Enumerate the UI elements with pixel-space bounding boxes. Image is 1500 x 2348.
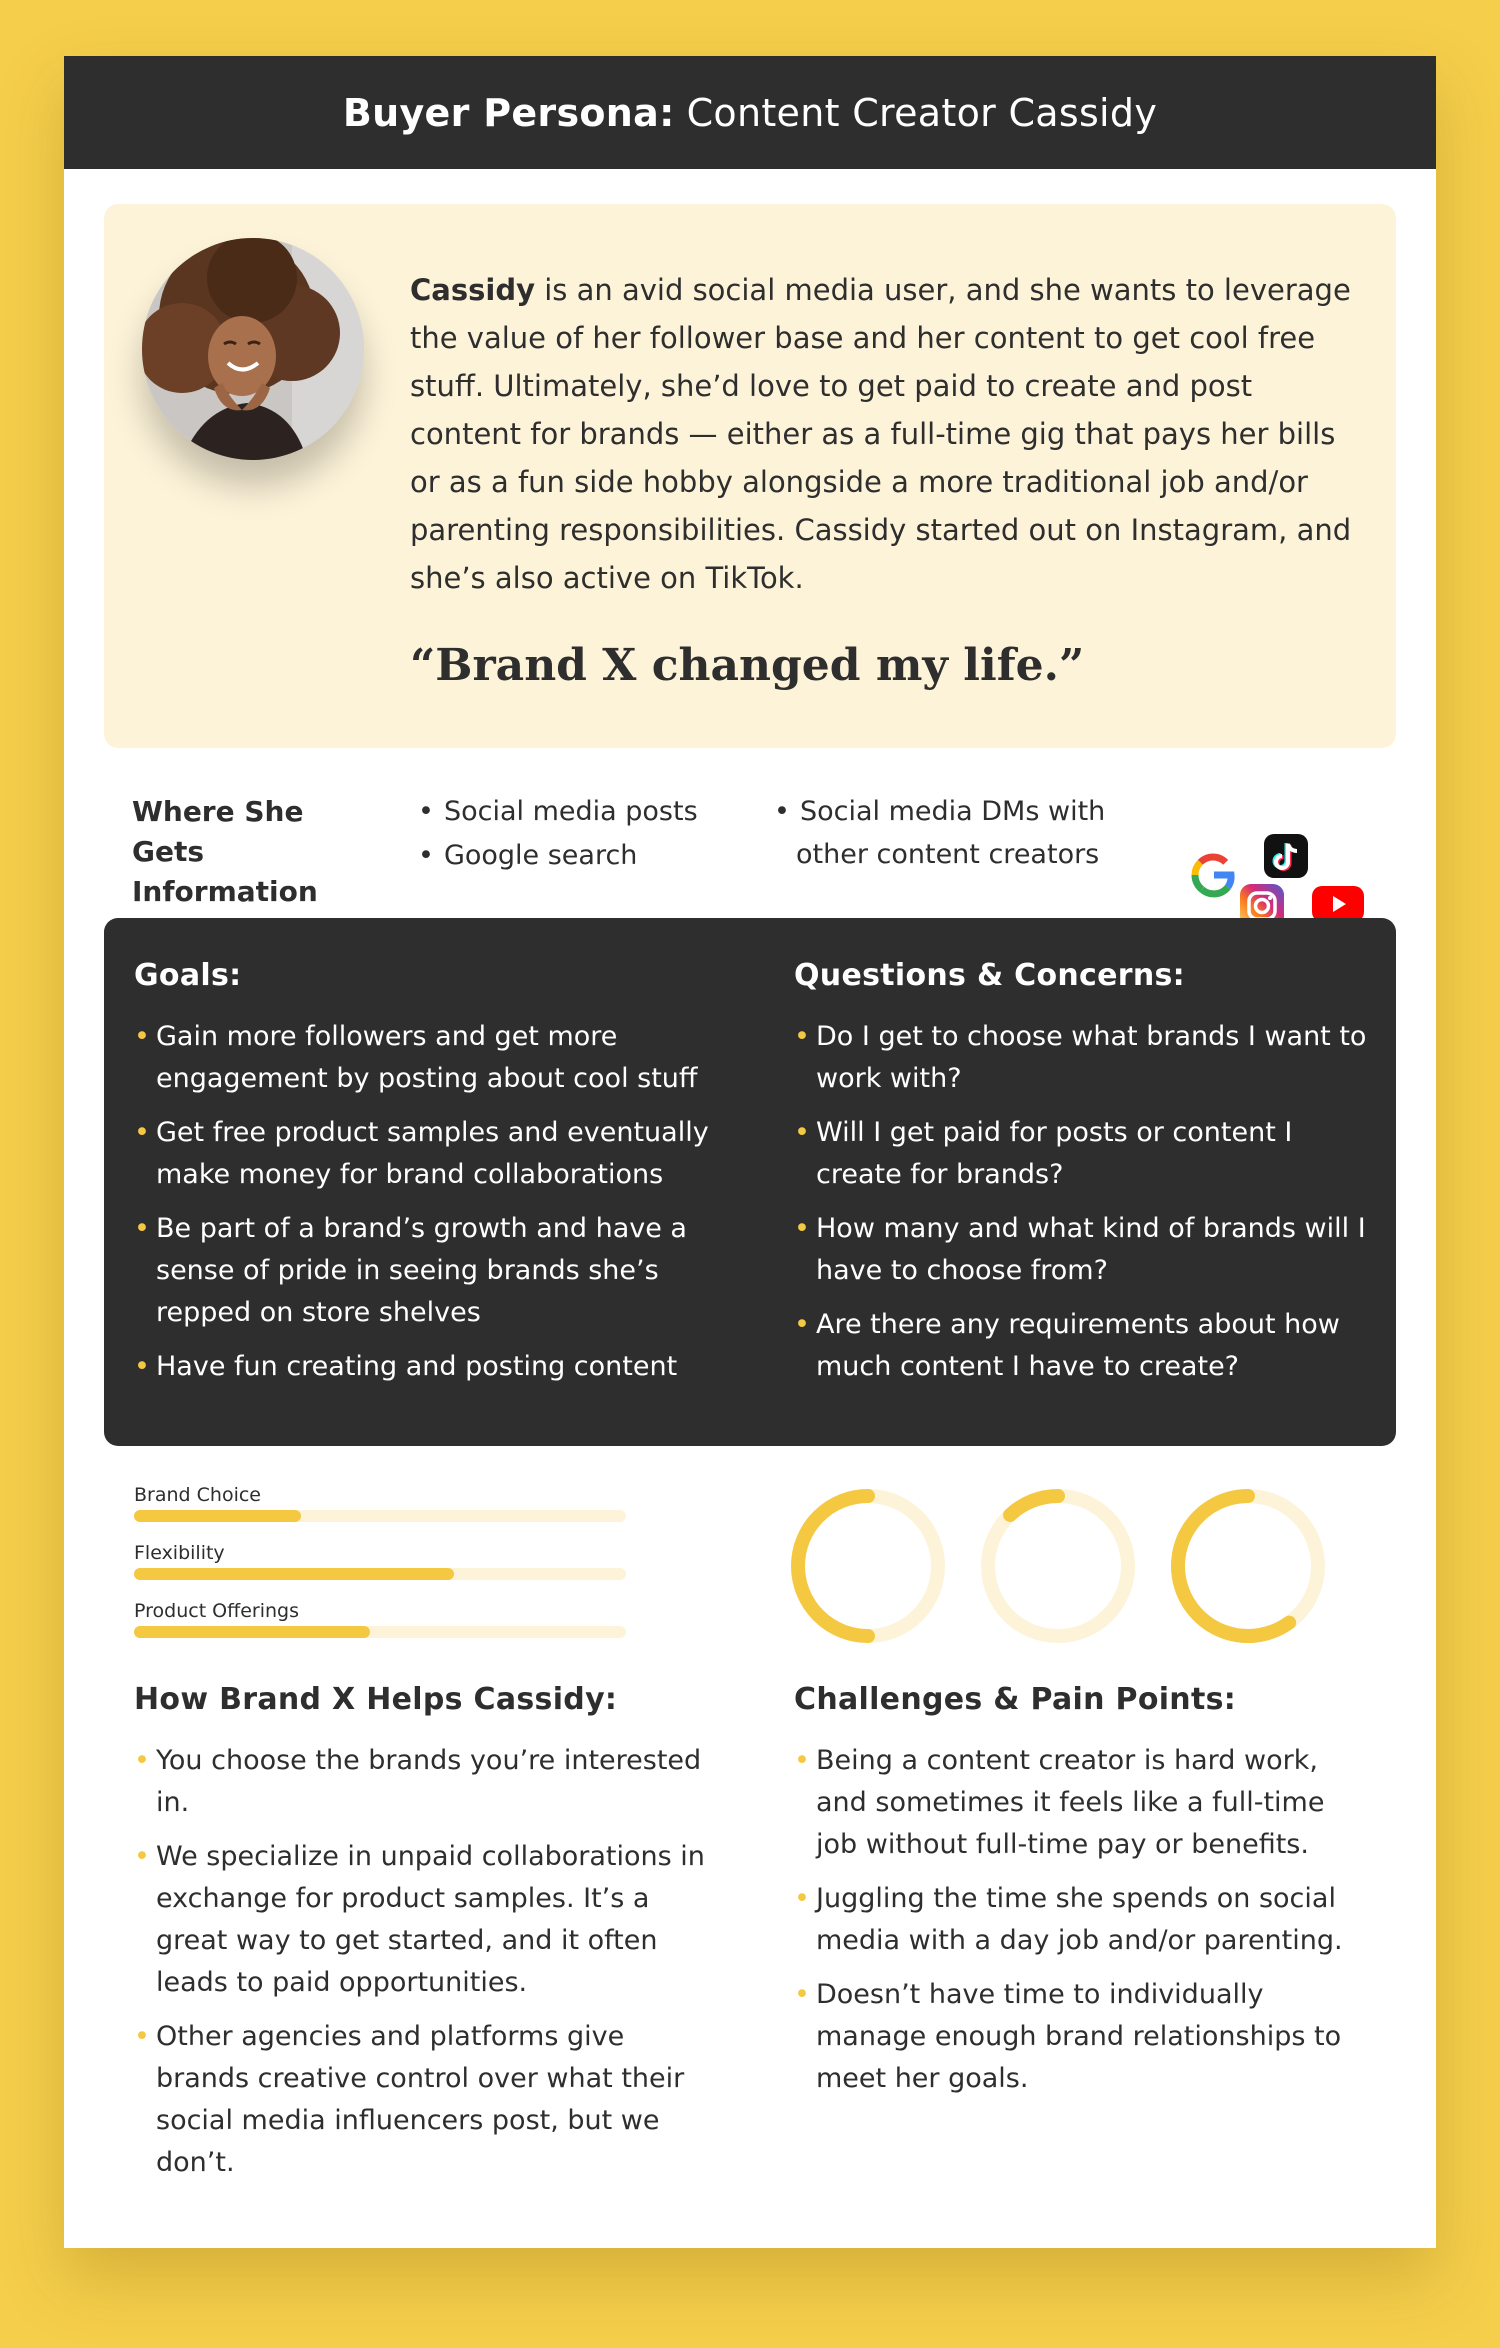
youtube-icon — [1312, 886, 1364, 922]
metric-label: Product Offerings — [134, 1600, 300, 1622]
header-title-bold: Buyer Persona: — [342, 90, 675, 135]
metric-label: Brand Choice — [134, 1484, 261, 1506]
ring-1 — [988, 1496, 1128, 1636]
list-item: • Be part of a brand’s growth and have a sense of pride in seeing brands she’s repped on store shelves — [134, 1208, 724, 1334]
list-item: • Have fun creating and posting content — [134, 1346, 724, 1388]
metric-label: Flexibility — [134, 1542, 225, 1564]
metric-rings — [791, 1486, 1331, 1646]
metric-bar — [134, 1600, 626, 1638]
list-item: • You choose the brands you’re interested in. — [134, 1740, 714, 1824]
list-item: • Doesn’t have time to individually manage enough brand relationships to meet her goals. — [794, 1974, 1374, 2100]
metric-track — [134, 1510, 626, 1522]
info-item: • Google search — [418, 834, 698, 878]
info-sources — [64, 790, 1436, 910]
intro-description — [410, 266, 1362, 602]
ring-arc — [1010, 1496, 1058, 1515]
metric-track — [134, 1568, 626, 1580]
ring-2 — [1178, 1496, 1318, 1636]
metric-bar — [134, 1484, 626, 1522]
goals-list — [134, 1016, 724, 1400]
ring-0 — [798, 1496, 938, 1636]
intro-panel — [104, 204, 1396, 748]
persona-card — [64, 56, 1436, 2248]
page-header — [64, 56, 1436, 169]
tiktok-icon — [1264, 834, 1308, 878]
list-item: • Juggling the time she spends on social media with a day job and/or parenting. — [794, 1878, 1374, 1962]
goals-title: Goals: — [134, 958, 242, 993]
info-title: Where She Gets Information — [132, 795, 318, 908]
list-item: • Get free product samples and eventually make money for brand collaborations — [134, 1112, 724, 1196]
list-item: • How many and what kind of brands will I have to choose from? — [794, 1208, 1374, 1292]
ring-arc — [798, 1496, 868, 1636]
info-list-b — [774, 790, 1134, 876]
helps-list — [134, 1740, 714, 2196]
info-list-a — [418, 790, 698, 878]
goals-concerns-panel — [104, 918, 1396, 1446]
list-item: • We specialize in unpaid collaborations in exchange for product samples. It’s a great way to get started, and it often leads to paid opportunities. — [134, 1836, 714, 2004]
list-item: • Gain more followers and get more engagement by posting about cool stuff — [134, 1016, 724, 1100]
metric-fill — [134, 1626, 370, 1638]
metric-fill — [134, 1510, 301, 1522]
list-item: • Being a content creator is hard work, and sometimes it feels like a full-time job without full-time pay or benefits. — [794, 1740, 1374, 1866]
concerns-title: Questions & Concerns: — [794, 958, 1185, 993]
ring-arc — [1178, 1496, 1289, 1636]
metric-bars — [134, 1484, 626, 1658]
metric-track — [134, 1626, 626, 1638]
challenges-list — [794, 1740, 1374, 2112]
google-icon — [1190, 852, 1236, 898]
helps-title: How Brand X Helps Cassidy: — [134, 1682, 618, 1717]
challenges-title: Challenges & Pain Points: — [794, 1682, 1237, 1717]
avatar — [142, 238, 364, 460]
persona-name: Cassidy — [410, 273, 535, 307]
list-item: • Will I get paid for posts or content I create for brands? — [794, 1112, 1374, 1196]
list-item: • Other agencies and platforms give brands creative control over what their social media influencers post, but we don’t. — [134, 2016, 714, 2184]
header-title: Content Creator Cassidy — [686, 90, 1158, 135]
metric-fill — [134, 1568, 454, 1580]
concerns-list — [794, 1016, 1374, 1400]
list-item: • Are there any requirements about how much content I have to create? — [794, 1304, 1374, 1388]
metric-bar — [134, 1542, 626, 1580]
persona-photo — [142, 238, 364, 460]
list-item: • Do I get to choose what brands I want to work with? — [794, 1016, 1374, 1100]
persona-quote: “Brand X changed my life.” — [410, 640, 1085, 691]
persona-description: is an avid social media user, and she wants to leverage the value of her follower base and her content to get cool free stuff. Ultimately, she’d love to get paid to create and post content for brands — either as a full-time gig that pays her bills or as a fun side hobby alongside a more traditional job and/or parenting responsibilities. Cassidy started out on Instagram, and she’s also active on TikTok. — [410, 273, 1352, 595]
info-item: • Social media DMs with other content creators — [774, 790, 1134, 876]
info-item: • Social media posts — [418, 790, 698, 834]
